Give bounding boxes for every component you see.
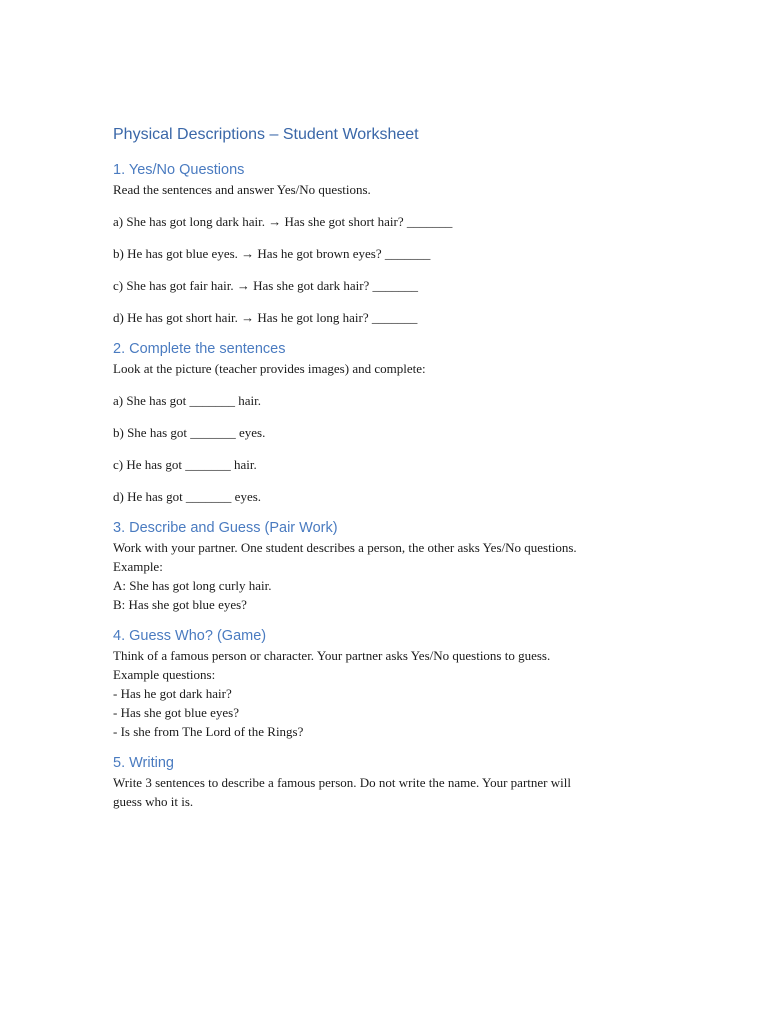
question-item: b) She has got _______ eyes. xyxy=(113,425,266,440)
body-line: guess who it is. xyxy=(113,794,194,809)
question-item: c) She has got fair hair. → Has she got dark hair? _______ xyxy=(113,278,419,293)
body-line: - Is she from The Lord of the Rings? xyxy=(113,724,304,739)
section-writing xyxy=(113,753,673,811)
worksheet-page xyxy=(113,124,673,823)
section-heading: 5. Writing xyxy=(113,755,174,771)
section-intro: Look at the picture (teacher provides images) and complete: xyxy=(113,361,426,376)
section-complete-sentences xyxy=(113,339,673,506)
section-heading: 2. Complete the sentences xyxy=(113,341,286,357)
body-line: - Has she got blue eyes? xyxy=(113,705,239,720)
body-line: Write 3 sentences to describe a famous person. Do not write the name. Your partner will xyxy=(113,775,571,790)
section-intro: Read the sentences and answer Yes/No questions. xyxy=(113,182,371,197)
section-heading: 3. Describe and Guess (Pair Work) xyxy=(113,520,338,536)
section-yes-no-questions xyxy=(113,160,673,327)
body-line: Example questions: xyxy=(113,667,216,682)
question-item: b) He has got blue eyes. → Has he got brown eyes? _______ xyxy=(113,246,431,261)
body-line: - Has he got dark hair? xyxy=(113,686,232,701)
question-item: a) She has got long dark hair. → Has she got short hair? _______ xyxy=(113,214,453,229)
body-line: Think of a famous person or character. Your partner asks Yes/No questions to guess. xyxy=(113,648,551,663)
section-describe-and-guess xyxy=(113,518,673,614)
section-heading: 1. Yes/No Questions xyxy=(113,162,245,178)
body-line: Work with your partner. One student describes a person, the other asks Yes/No questions. xyxy=(113,540,577,555)
question-item: d) He has got _______ eyes. xyxy=(113,489,262,504)
question-item: a) She has got _______ hair. xyxy=(113,393,262,408)
question-item: c) He has got _______ hair. xyxy=(113,457,257,472)
body-line: A: She has got long curly hair. xyxy=(113,578,272,593)
body-line: B: Has she got blue eyes? xyxy=(113,597,247,612)
worksheet-title: Physical Descriptions – Student Worksheet xyxy=(113,126,419,143)
section-guess-who-game xyxy=(113,626,673,741)
section-heading: 4. Guess Who? (Game) xyxy=(113,628,267,644)
body-line: Example: xyxy=(113,559,163,574)
question-item: d) He has got short hair. → Has he got long hair? _______ xyxy=(113,310,418,325)
